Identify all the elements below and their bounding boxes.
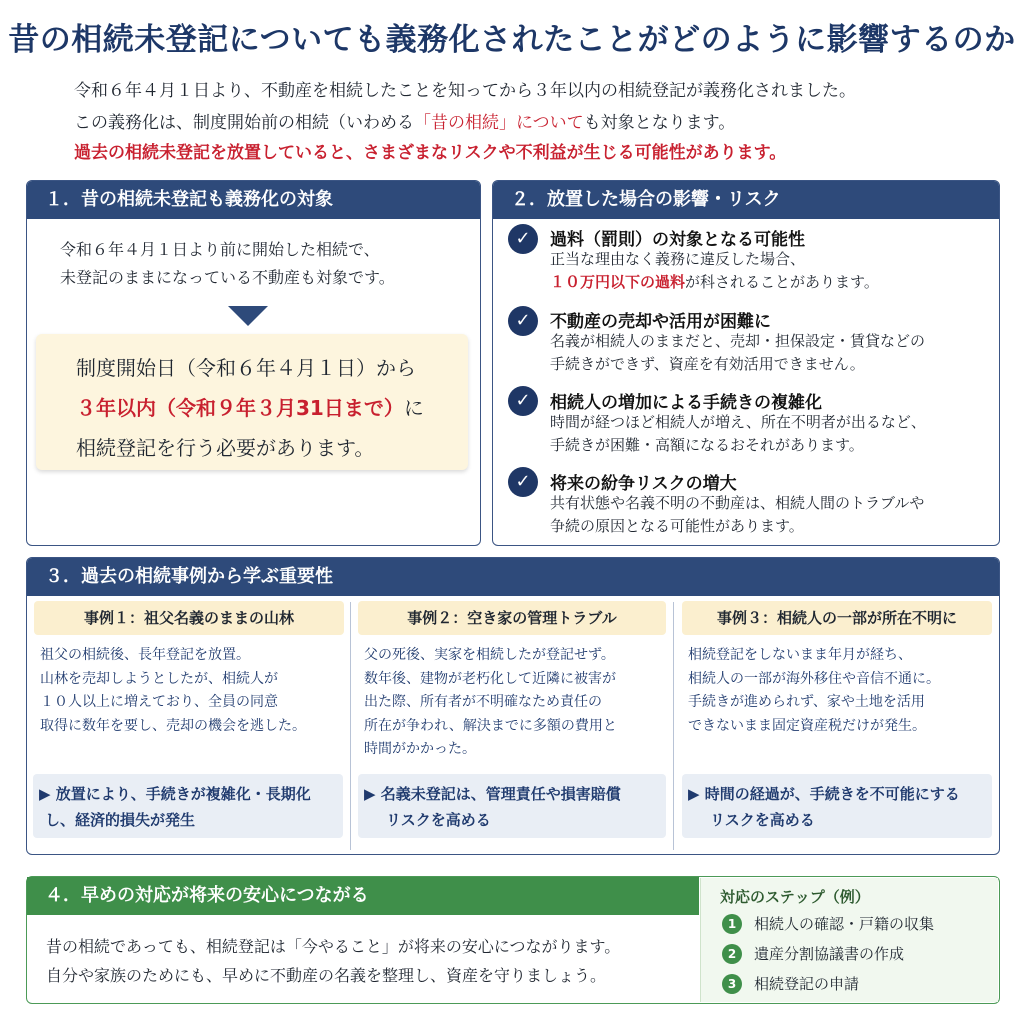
deadline-highlight: ３年以内（令和９年３月31日まで） [76,396,404,420]
check-circle-icon: ✓ [508,467,538,497]
step-label: 遺産分割協議書の作成 [754,945,905,963]
case-lesson-line: リスクを高める [710,811,815,829]
intro-line-2a: この義務化は、制度開始前の相続（いわめる [74,113,414,133]
case-2-title: 事例２：空き家の管理トラブル [358,601,666,635]
step-number: 3 [722,974,742,994]
check-circle-icon: ✓ [508,306,538,336]
case-line: 取得に数年を要し、売却の機会を逃した。 [40,717,306,734]
risk-body-line: 時間が経つほど相続人が増え、所在不明者が出るなど、 [550,413,926,431]
intro-line-2c: も対象となります。 [583,113,736,133]
intro-line-2 [74,110,735,136]
risk-body [550,492,924,538]
case-1-title: 事例１：祖父名義のままの山林 [34,601,344,635]
case-2-body [364,644,617,762]
case-line: １０人以上に増えており、全員の同意 [40,694,278,710]
deadline-line-3: 相続登記を行う必要があります。 [76,436,375,460]
risk-body [550,411,926,457]
case-1-lesson [33,774,343,838]
case-3-title: 事例３：相続人の一部が所在不明に [682,601,992,635]
case-lesson-line: リスクを高める [386,811,491,829]
section-4-heading: ４．早めの対応が将来の安心につながる [27,877,699,915]
down-triangle-icon [228,306,268,326]
risk-body-line [550,271,879,294]
section-1-text [60,236,395,292]
risk-title: 不動産の売却や活用が困難に [550,312,771,332]
case-lesson-line: ▶ 放置により、手続きが複雑化・長期化 [39,785,311,803]
case-line: 山林を売却しようとしたが、相続人が [40,670,278,687]
risk-title: 過料（罰則）の対象となる可能性 [550,230,805,250]
check-circle-icon: ✓ [508,386,538,416]
case-line: 相続人の一部が海外移住や音信不通に。 [688,670,940,687]
case-line: 手続きが進められず、家や土地を活用 [688,694,925,710]
case-3-lesson [682,774,992,838]
risk-title: 相続人の増加による手続きの複雑化 [550,393,822,413]
fine-highlight: １０万円以下の過料 [550,273,686,291]
deadline-line-2-rest: に [403,396,424,420]
check-circle-icon: ✓ [508,224,538,254]
risk-title: 将来の紛争リスクの増大 [550,474,737,494]
section-4-line-1: 昔の相続であっても、相続登記は「今やること」が将来の安心につながります。 [46,937,621,956]
section-1-heading: １．昔の相続未登記も義務化の対象 [27,181,480,219]
case-line: 父の死後、実家を相続したが登記せず。 [364,647,615,663]
case-line: 時間がかかった。 [364,741,476,757]
case-lesson-line: ▶ 時間の経過が、手続きを不可能にする [688,785,960,803]
deadline-box [36,334,468,470]
case-lesson-line: ▶ 名義未登記は、管理責任や損害賠償 [364,785,621,803]
section-1-text-line-1: 令和６年４月１日より前に開始した相続で、 [60,240,380,259]
steps-title: 対応のステップ（例） [720,888,870,906]
column-divider [673,602,674,850]
risk-body [550,330,925,376]
case-line: 数年後、建物が老朽化して近隣に被害が [364,670,616,687]
case-line: 所在が争われ、解決までに多額の費用と [364,717,617,734]
case-lesson-line: し、経済的損失が発生 [45,811,196,829]
intro-line-1: 令和６年４月１日より、不動産を相続したことを知ってから３年以内の相続登記が義務化されました。 [74,81,856,101]
case-line: できないまま固定資産税だけが発生。 [688,717,926,734]
case-1-body [40,644,306,738]
step-number: 1 [722,914,742,934]
case-line: 出た際、所有者が不明確なため責任の [364,694,602,710]
case-line: 相続登記をしないまま年月が経ち、 [688,647,912,663]
page-title: 昔の相続未登記についても義務化されたことがどのように影響するのか [8,22,1016,58]
risk-body-line: 争続の原因となる可能性があります。 [550,517,804,535]
case-2-lesson [358,774,666,838]
section-1-text-line-2: 未登記のままになっている不動産も対象です。 [60,268,395,287]
section-2-heading: ２．放置した場合の影響・リスク [493,181,999,219]
section-4-line-2: 自分や家族のためにも、早めに不動産の名義を整理し、資産を守りましょう。 [46,966,607,985]
case-line: 祖父の相続後、長年登記を放置。 [40,647,250,663]
step-number: 2 [722,944,742,964]
case-3-body [688,644,940,738]
risk-body-line: 正当な理由なく義務に違反した場合、 [550,250,806,268]
step-label: 相続人の確認・戸籍の収集 [754,915,935,933]
deadline-line-2 [76,388,468,428]
risk-body [550,248,879,294]
intro-highlight: 「昔の相続」について [414,113,584,133]
step-label: 相続登記の申請 [754,975,860,993]
column-divider [350,602,351,850]
section-3-heading: ３．過去の相続事例から学ぶ重要性 [27,558,999,596]
section-4-text [46,932,620,990]
intro-warning: 過去の相続未登記を放置していると、さまざまなリスクや不利益が生じる可能性があります。 [74,143,787,163]
risk-body-line: 名義が相続人のままだと、売却・担保設定・賃貸などの [550,332,926,350]
deadline-line-1: 制度開始日（令和６年４月１日）から [76,356,416,380]
risk-body-line-rest: が科されることがあります。 [685,273,879,291]
risk-body-line: 共有状態や名義不明の不動産は、相続人間のトラブルや [550,494,925,512]
risk-body-line: 手続きが困難・高額になるおそれがあります。 [550,436,864,454]
risk-body-line: 手続きができず、資産を有効活用できません。 [550,355,865,373]
